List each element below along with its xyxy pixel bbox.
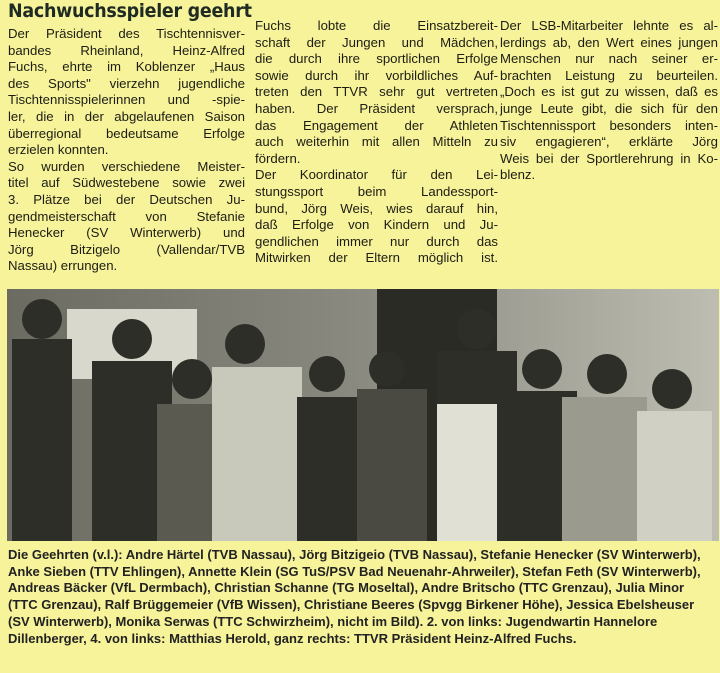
text-line: die durch ihre sportlichen Erfolge — [255, 51, 498, 67]
text-line: bund, Jörg Weis, wies darauf hin, — [255, 200, 498, 216]
text-line: gendlichen immer nur durch das — [255, 233, 498, 249]
article-column-1 — [8, 26, 245, 275]
text-line: Henecker (SV Winterwerb) und — [8, 225, 245, 241]
text-line: fördern. — [255, 150, 301, 166]
text-line: Mitwirken der Eltern möglich ist. — [255, 250, 498, 266]
text-line: Fuchs lobte die Einsatzbereit- — [255, 18, 498, 33]
text-line: daß Erfolge von Kindern und Ju- — [255, 217, 498, 233]
text-line: lerdings ab, den Wert eines jungen — [500, 34, 718, 50]
group-photo — [7, 289, 719, 541]
text-line: junge Leute gibt, die sich für den — [500, 100, 718, 116]
text-line: siv engagieren“, erklärte Jörg — [500, 134, 718, 150]
group-photo-image — [7, 289, 719, 541]
text-line: Tischtennissport besonders inten- — [500, 117, 718, 133]
text-line: ler, die in der abgelaufenen Saison — [8, 108, 245, 124]
photo-caption: Die Geehrten (v.l.): Andre Härtel (TVB Nassau), Jörg Bitzigeio (TVB Nassau), Stefanie Henecker (SV Winterwerb), Anke Sieben (TTV Ehlingen), Annette Klein (SG TuS/PSV Bad Neuenahr-Ahrweiler), Stefan Feth (SV Winterwerb), Andreas Bäcker (VfL Dermbach), Christian Schanne (TG Moseltal), Andre Britscho (TTC Grenzau), Julia Minor (TTC Grenzau), Ralf Brüggemeier (VfB Wissen), Christiane Beeres (Spvgg Birkener Höhe), Jessica Ebelsheuser (SV Winterwerb), Monika Serwas (TTC Schwirzheim), nicht im Bild). 2. von links: Jugendwartin Hannelore Dillenberger, 4. von links: Matthias Herold, ganz rechts: TTVR Präsident Heinz-Alfred Fuchs. — [8, 547, 701, 646]
text-line: das Engagement der Athleten — [255, 117, 498, 133]
text-line: Nassau) errungen. — [8, 258, 118, 274]
text-line: des Sports" vierzehn jugendliche — [8, 75, 245, 91]
text-line: titel auf Südwestebene sowie zwei — [8, 175, 245, 191]
text-line: Jörg Bitzigelo (Vallendar/TVB — [8, 241, 245, 257]
article-column-3 — [500, 18, 718, 184]
text-line: Fuchs, ehrte im Koblenzer „Haus — [8, 59, 245, 75]
article-headline: Nachwuchsspieler geehrt — [8, 0, 252, 22]
text-line: brachten Leistung zu beurteilen. — [500, 67, 718, 83]
text-line: gendmeisterschaft von Stefanie — [8, 208, 245, 224]
text-line: bandes Rheinland, Heinz-Alfred — [8, 42, 245, 58]
text-line: Weis bei der Sportlerehrung in Ko- — [500, 150, 718, 166]
text-line: So wurden verschiedene Meister- — [8, 158, 245, 174]
text-line: erzielen konnten. — [8, 142, 109, 158]
text-line: sowie durch ihr vorbildliches Auf- — [255, 67, 498, 83]
text-line: überregional bedeutsame Erfolge — [8, 125, 245, 141]
text-line: Menschen nur nach seiner er- — [500, 51, 718, 67]
text-line: blenz. — [500, 167, 536, 183]
text-line: stungssport beim Landessport- — [255, 183, 498, 199]
text-line: treten den TTVR sehr gut vertreten — [255, 84, 498, 100]
text-line: „Doch es ist gut zu wissen, daß es — [500, 84, 718, 100]
text-line: auch weiterhin mit allen Mitteln zu — [255, 134, 498, 150]
text-line: haben. Der Präsident versprach, — [255, 100, 498, 116]
article-column-2 — [255, 18, 498, 267]
text-line: Der LSB-Mitarbeiter lehnte es al- — [500, 18, 718, 33]
text-line: Der Präsident des Tischtennisver- — [8, 26, 245, 41]
text-line: schaft der Jungen und Mädchen, — [255, 34, 498, 50]
text-line: Tischtennisspielerinnen und -spie- — [8, 92, 245, 108]
text-line: Der Koordinator für den Lei- — [255, 167, 498, 183]
text-line: 3. Plätze bei der Deutschen Ju- — [8, 191, 245, 207]
